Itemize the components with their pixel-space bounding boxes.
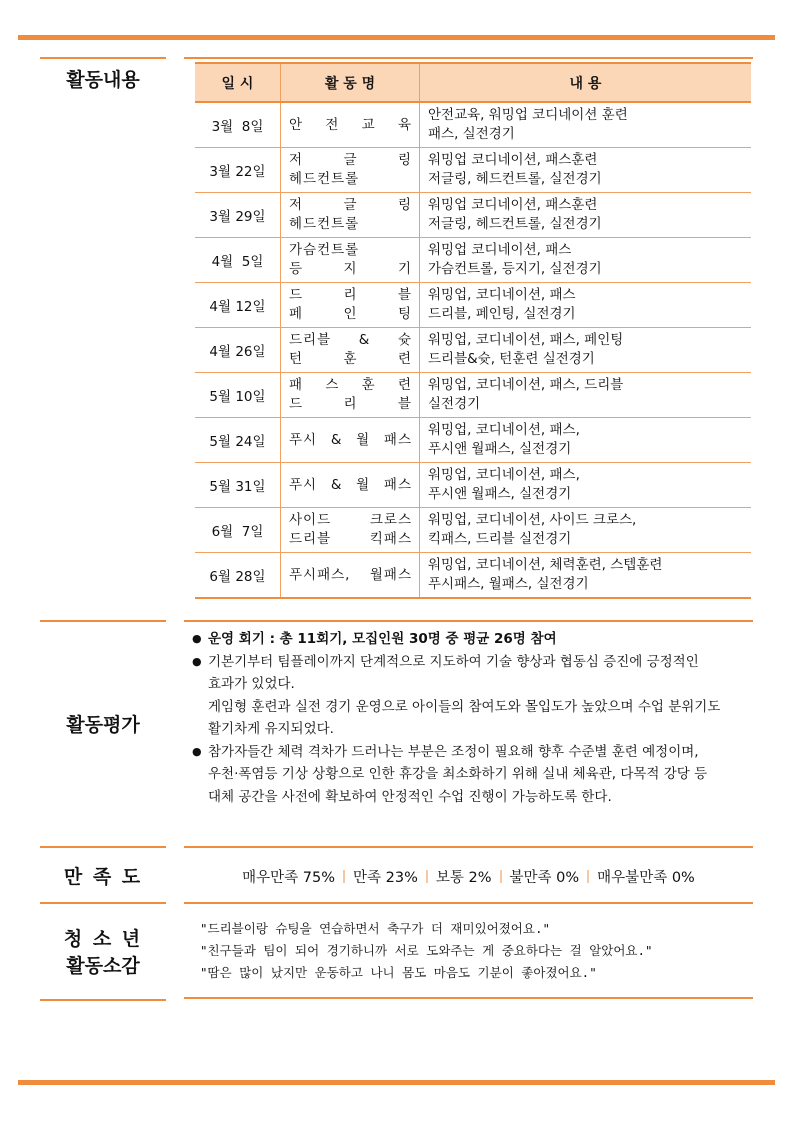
evaluation-line: 활기차게 유지되었다.: [208, 721, 334, 737]
row-content: [420, 463, 752, 508]
table-row: [195, 238, 751, 283]
content-line: 푸시앤 월패스, 실전경기: [428, 486, 572, 502]
activity-name-line: 페 인 팅: [289, 306, 412, 322]
section-label-satisfaction: 만 족 도: [40, 846, 166, 904]
activity-name-line: 드 리 블: [289, 287, 412, 303]
row-date: 5월 10일: [195, 373, 281, 418]
activity-name-line: 턴 훈 련: [289, 351, 412, 367]
row-date: 3월 29일: [195, 193, 281, 238]
satisfaction-item: [242, 870, 335, 886]
satisfaction-value: 0%: [671, 870, 695, 886]
row-content: [420, 238, 752, 283]
activity-table: [195, 62, 751, 599]
row-date: 4월 12일: [195, 283, 281, 328]
content-line: 드리블, 페인팅, 실전경기: [428, 306, 576, 322]
satisfaction-value: 23%: [385, 870, 418, 886]
evaluation-line: ● 참가자들간 체력 격차가 드러나는 부분은 조정이 필요해 향후 수준별 훈련 예정이며,: [208, 743, 699, 760]
section-label-evaluation: 활동평가: [40, 620, 166, 847]
row-activity-name: [281, 418, 420, 463]
activity-name-line: 푸시패스, 월패스: [289, 566, 412, 583]
section-rule: [184, 846, 753, 848]
table-row: [195, 283, 751, 328]
content-line: 워밍업, 코디네이션, 패스, 페인팅: [428, 332, 624, 348]
content-line: 워밍업 코디네이션, 패스: [428, 242, 572, 258]
section-rule: [184, 57, 753, 59]
activity-name-line: 헤드컨트롤: [289, 171, 360, 187]
activity-name-line: 안 전 교 육: [289, 116, 412, 133]
evaluation-bullet: [192, 651, 752, 741]
activity-name-line: 푸시 & 월 패스: [289, 476, 412, 493]
impressions-label-line: 청 소 년: [63, 928, 143, 950]
activity-name-line: 패 스 훈 련: [289, 377, 412, 393]
satisfaction-item: [436, 870, 492, 886]
row-activity-name: [281, 328, 420, 373]
quote: "땀은 많이 났지만 운동하고 나니 몸도 마음도 기분이 좋아졌어요.": [200, 965, 597, 980]
content-line: 실전경기: [428, 396, 481, 412]
activity-name-line: 푸시 & 월 패스: [289, 431, 412, 448]
satisfaction-item: [597, 870, 695, 886]
table-row: [195, 148, 751, 193]
table-row: [195, 373, 751, 418]
evaluation-bullet: ● 운영 회기 : 총 11회기, 모집인원 30명 중 평균 26명 참여: [192, 628, 752, 651]
activity-name-line: 등 지 기: [289, 261, 412, 277]
evaluation-line: 우천·폭염등 기상 상황으로 인한 휴강을 최소화하기 위해 실내 체육관, 다목적 강당 등: [208, 766, 708, 782]
row-activity-name: [281, 102, 420, 148]
row-date: 4월 5일: [195, 238, 281, 283]
bottom-accent-bar: [18, 1080, 775, 1085]
table-row: [195, 418, 751, 463]
row-date: 4월 26일: [195, 328, 281, 373]
row-content: [420, 373, 752, 418]
satisfaction-item: [353, 870, 418, 886]
satisfaction-results: [184, 866, 753, 887]
row-activity-name: [281, 238, 420, 283]
row-content: [420, 193, 752, 238]
content-line: 킥패스, 드리블 실전경기: [428, 531, 572, 547]
row-content: [420, 418, 752, 463]
divider: [426, 870, 428, 883]
row-content: [420, 283, 752, 328]
content-line: 푸시앤 월패스, 실전경기: [428, 441, 572, 457]
content-line: 저글링, 헤드컨트롤, 실전경기: [428, 171, 602, 187]
section-rule: [184, 902, 753, 904]
header-activity: 활 동 명: [281, 63, 420, 102]
activity-name-line: 사이드 크로스: [289, 512, 412, 528]
content-line: 워밍업, 코디네이션, 패스,: [428, 467, 580, 483]
row-date: 3월 22일: [195, 148, 281, 193]
content-line: 드리블&슛, 턴훈련 실전경기: [428, 351, 595, 367]
satisfaction-value: 75%: [302, 870, 336, 886]
row-content: [420, 148, 752, 193]
content-line: 안전교육, 워밍업 코디네이션 훈련: [428, 107, 628, 123]
section-label-activity: 활동내용: [40, 57, 166, 92]
satisfaction-value: 2%: [468, 870, 492, 886]
content-line: 워밍업 코디네이션, 패스훈련: [428, 152, 598, 168]
quote: "친구들과 팀이 되어 경기하니까 서로 도와주는 게 중요하다는 걸 알았어요.": [200, 943, 653, 958]
row-content: [420, 553, 752, 599]
impressions-label-line: 활동소감: [66, 955, 140, 977]
row-date: 3월 8일: [195, 102, 281, 148]
content-line: 워밍업, 코디네이션, 체력훈련, 스텝훈련: [428, 557, 663, 573]
activity-name-line: 저 글 링: [289, 152, 412, 168]
activity-name-line: 드 리 블: [289, 396, 412, 412]
table-row: [195, 328, 751, 373]
top-accent-bar: [18, 35, 775, 40]
row-activity-name: [281, 193, 420, 238]
content-line: 워밍업, 코디네이션, 패스, 드리블: [428, 377, 624, 393]
row-content: [420, 102, 752, 148]
evaluation-line: 게임형 훈련과 실전 경기 운영으로 아이들의 참여도와 몰입도가 높았으며 수업 분위기도: [208, 698, 721, 715]
divider: [500, 870, 502, 883]
section-label-impressions: [40, 902, 166, 1001]
row-activity-name: [281, 283, 420, 328]
section-rule: [184, 620, 753, 622]
content-line: 워밍업, 코디네이션, 패스: [428, 287, 576, 303]
row-activity-name: [281, 463, 420, 508]
activity-name-line: 헤드컨트롤: [289, 216, 360, 232]
table-row: [195, 193, 751, 238]
quote: "드리블이랑 슈팅을 연습하면서 축구가 더 재미있어졌어요.": [200, 921, 551, 936]
activity-name-line: 가슴컨트롤: [289, 242, 360, 258]
row-activity-name: [281, 148, 420, 193]
satisfaction-label: 매우불만족: [597, 870, 668, 886]
satisfaction-label: 만족: [353, 870, 382, 886]
content-line: 워밍업 코디네이션, 패스훈련: [428, 197, 598, 213]
student-quotes: [200, 918, 653, 984]
row-date: 6월 7일: [195, 508, 281, 553]
row-content: [420, 508, 752, 553]
satisfaction-item: [510, 870, 580, 886]
satisfaction-label: 불만족: [509, 870, 552, 886]
satisfaction-label: 매우만족: [242, 870, 299, 886]
row-activity-name: [281, 508, 420, 553]
row-activity-name: [281, 373, 420, 418]
content-line: 푸시패스, 월패스, 실전경기: [428, 576, 589, 592]
table-row: [195, 102, 751, 148]
evaluation-line: 효과가 있었다.: [208, 676, 295, 692]
table-header-row: [195, 63, 751, 102]
content-line: 워밍업, 코디네이션, 패스,: [428, 422, 580, 438]
content-line: 저글링, 헤드컨트롤, 실전경기: [428, 216, 602, 232]
row-activity-name: [281, 553, 420, 599]
content-line: 패스, 실전경기: [428, 126, 515, 142]
table-row: [195, 553, 751, 599]
divider: [343, 870, 345, 883]
table-row: [195, 508, 751, 553]
section-rule: [184, 997, 753, 999]
activity-name-line: 저 글 링: [289, 197, 412, 213]
header-date: 일 시: [195, 63, 281, 102]
table-row: [195, 463, 751, 508]
divider: [587, 870, 589, 883]
content-line: 워밍업, 코디네이션, 사이드 크로스,: [428, 512, 637, 528]
activity-name-line: 드리블 킥패스: [289, 531, 412, 547]
satisfaction-label: 보통: [435, 870, 464, 886]
evaluation-line: ● 기본기부터 팀플레이까지 단계적으로 지도하여 기술 향상과 협동심 증진에 긍정적인: [208, 653, 699, 670]
row-date: 6월 28일: [195, 553, 281, 599]
row-content: [420, 328, 752, 373]
content-line: 가슴컨트롤, 등지기, 실전경기: [428, 261, 602, 277]
row-date: 5월 31일: [195, 463, 281, 508]
activity-name-line: 드리블 & 슛: [289, 332, 412, 348]
satisfaction-value: 0%: [556, 870, 580, 886]
evaluation-line: 대체 공간을 사전에 확보하여 안정적인 수업 진행이 가능하도록 한다.: [208, 788, 612, 805]
evaluation-bullet: [192, 741, 752, 809]
header-content: 내 용: [420, 63, 752, 102]
evaluation-text: [192, 628, 752, 808]
row-date: 5월 24일: [195, 418, 281, 463]
